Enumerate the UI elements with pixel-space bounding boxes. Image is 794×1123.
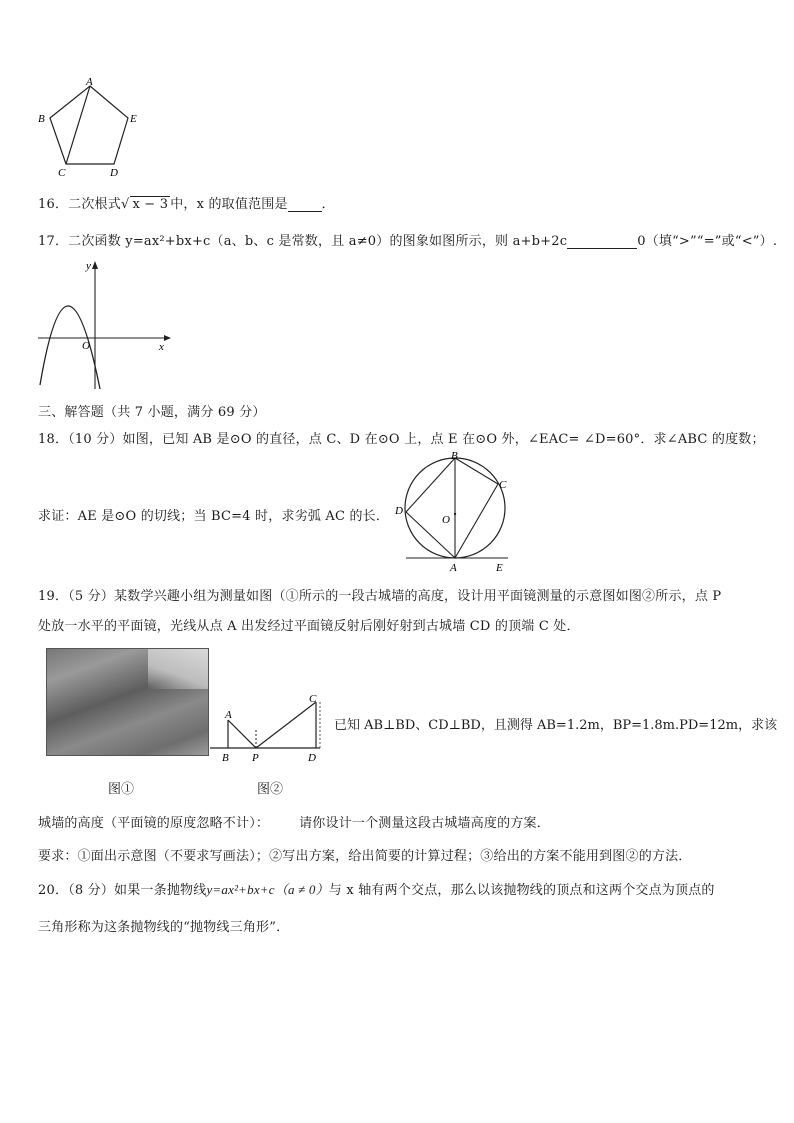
y-axis-arrow-icon xyxy=(92,261,98,269)
question-19-line-4: 要求：①面出示意图（不要求写画法）；②写出方案，给出简要的计算过程；③给出的方案不能用到图②的方法． xyxy=(38,849,692,864)
pentagon-label-b: B xyxy=(38,113,45,125)
circle-label-b: B xyxy=(451,450,458,462)
q16-suffix: 中，x 的取值范围是 xyxy=(170,197,288,212)
q16-answer-blank xyxy=(288,199,322,212)
question-16 xyxy=(38,193,335,212)
q16-radicand: x − 3 xyxy=(132,197,169,212)
circle-figure xyxy=(392,450,522,574)
chord-bd xyxy=(406,458,455,512)
q19-line3-part-a: 城墙的高度（平面镜的原度忽略不计）： xyxy=(38,816,270,831)
pentagon-label-a: A xyxy=(86,76,93,88)
pentagon-label-d: D xyxy=(110,167,118,179)
question-20-line-2: 三角形称为这条抛物线的“抛物线三角形”． xyxy=(38,920,290,935)
mirror-diagram xyxy=(208,690,330,766)
q19-line3-part-b: 请你设计一个测量这段古城墙高度的方案． xyxy=(299,816,550,831)
parabola-label-o: O xyxy=(82,340,90,352)
q20-middle: 与 x 轴有两个交点，那么以该抛物线的顶点和这两个交点为顶点的 xyxy=(328,883,715,898)
radical-sign-icon: √ xyxy=(120,197,130,212)
circle-label-d: D xyxy=(395,505,403,517)
chord-bc xyxy=(455,458,498,484)
question-19-line-3 xyxy=(38,812,550,831)
ray-pc xyxy=(256,702,316,748)
q17-end: 0（填“>”“=”或“<”）. xyxy=(637,234,778,249)
circle-label-o: O xyxy=(442,514,450,526)
parabola-label-y: y xyxy=(86,260,91,272)
mirror-label-a: A xyxy=(225,709,232,721)
caption-figure-1: 图① xyxy=(108,782,135,797)
pentagon-label-c: C xyxy=(58,167,66,179)
circle-label-c: C xyxy=(499,479,507,491)
parabola-label-x: x xyxy=(159,341,164,353)
mirror-label-d: D xyxy=(308,752,316,764)
q17-text: 17．二次函数 y=ax²+bx+c（a、b、c 是常数，且 a≠0）的图象如图所示，则 a+b+2c xyxy=(38,234,568,249)
question-19-line-1: 19．（5 分）某数学兴趣小组为测量如图（①所示的一段古城墙的高度，设计用平面镜测量的示意图如图②所示，点 P xyxy=(38,589,722,604)
pentagon-label-e: E xyxy=(130,113,137,125)
parabola-figure xyxy=(34,255,174,391)
mirror-label-c: C xyxy=(309,693,317,705)
caption-figure-2: 图② xyxy=(257,782,284,797)
section-3-title: 三、解答题（共 7 小题，满分 69 分） xyxy=(38,405,266,420)
question-19-line-2: 处放一水平的平面镜，光线从点 A 出发经过平面镜反射后刚好射到古城墙 CD 的顶端 C 处． xyxy=(38,619,580,634)
center-point xyxy=(454,513,456,515)
ray-ap xyxy=(228,720,256,748)
x-axis-arrow-icon xyxy=(164,335,171,341)
chord-ac xyxy=(455,484,498,558)
q20-formula: y=ax²+bx+c（a ≠ 0） xyxy=(206,882,329,897)
q16-end: ． xyxy=(321,197,335,212)
question-20-line-1 xyxy=(38,879,715,898)
q17-answer-blank xyxy=(567,236,637,249)
city-wall-photo xyxy=(46,648,209,756)
mirror-label-p: P xyxy=(252,752,259,764)
circle-label-e: E xyxy=(496,562,503,574)
q20-prefix: 20．（8 分）如果一条抛物线 xyxy=(38,883,207,898)
question-19-given: 已知 AB⊥BD、CD⊥BD，且测得 AB=1.2m，BP=1.8m.PD=12m，求该 xyxy=(334,718,778,733)
q16-prefix: 16．二次根式 xyxy=(38,197,121,212)
question-18-line-1: 18．（10 分）如图，已知 AB 是⊙O 的直径，点 C、D 在⊙O 上，点 E 在⊙O 外，∠EAC= ∠D=60°．求∠ABC 的度数； xyxy=(38,432,765,447)
circle-label-a: A xyxy=(450,562,457,574)
question-18-line-2: 求证：AE 是⊙O 的切线；当 BC=4 时，求劣弧 AC 的长． xyxy=(38,509,390,524)
question-17 xyxy=(38,230,777,249)
parabola-curve xyxy=(40,306,100,389)
pentagon-figure xyxy=(30,76,150,180)
pentagon-shape xyxy=(50,86,128,164)
mirror-label-b: B xyxy=(222,752,229,764)
pentagon-diagonal-ac xyxy=(66,86,90,164)
